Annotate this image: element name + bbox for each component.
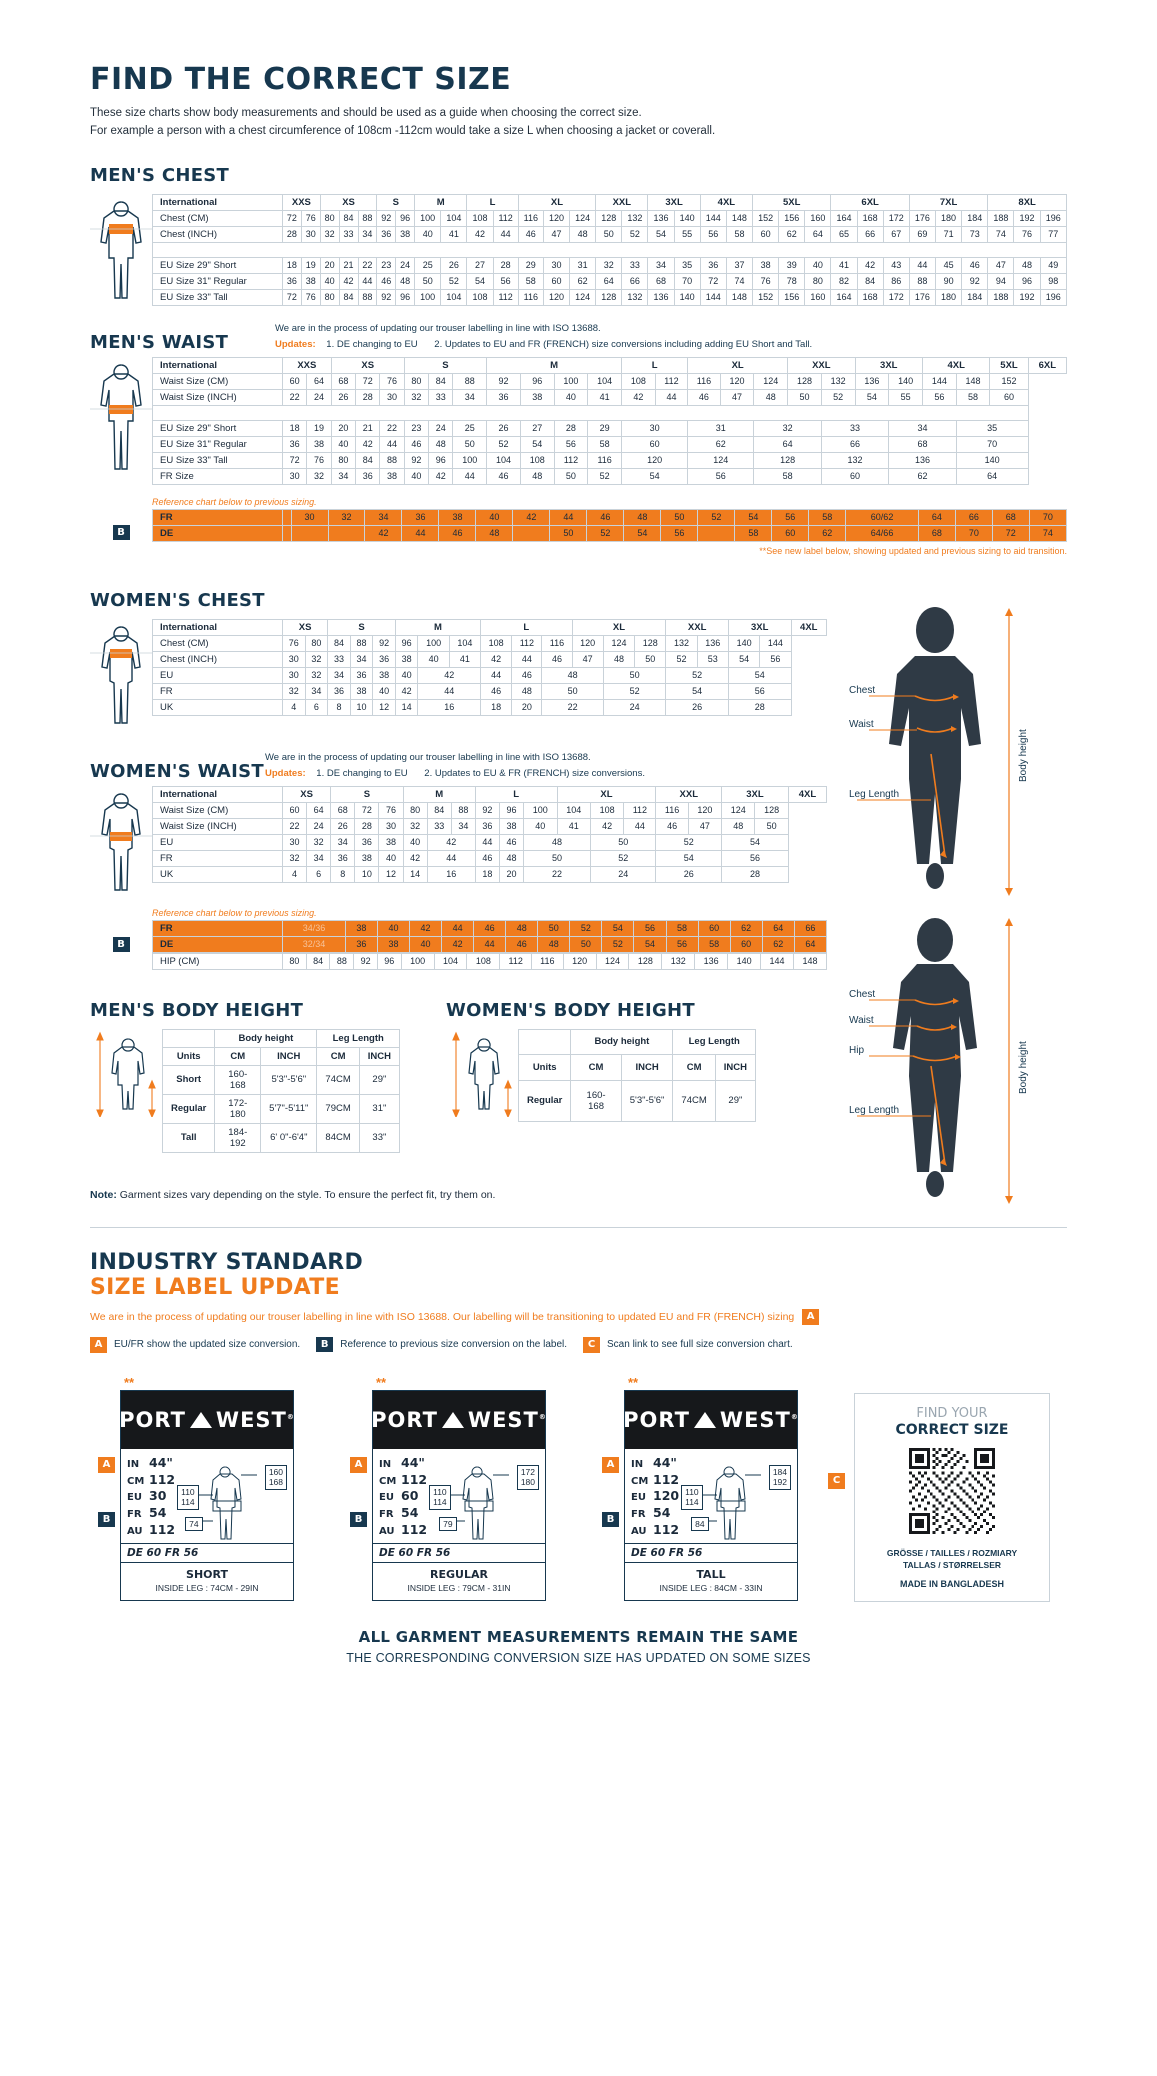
womens-waist-table: International XS S M L XL XXL 3XL 4XL Waist Size (CM) 60 64 68 72 76 80 84 88 92 96 100 104 108 112 116 120 124 128 Waist Size (INCH) 22 24 26 28 30 32 33 34 36 38 40 41 42 44 46 47 48 50 EU 30 32 34 36 38 40 42 44 46 48 50 52 54 FR 32 34 36 38 40 42 44 46 48 50 52 54 56 UK 4 6 8 10 12 14 16 18 20 22 24 26 28 <box>152 786 827 883</box>
table-row: EU 30 32 34 36 38 40 42 44 46 48 50 52 54 <box>153 667 827 683</box>
inside-leg-tall: INSIDE LEG : 84CM - 33IN <box>659 1582 763 1593</box>
legend-item-b <box>316 1337 567 1352</box>
table-row: FR Size 30 32 34 36 38 40 42 44 46 48 50 52 54 56 58 60 62 64 <box>153 468 1067 484</box>
table-row: FR 32 34 36 38 40 42 44 46 48 50 52 54 56 <box>153 683 827 699</box>
label-card-tall <box>602 1375 798 1601</box>
page-title: FIND THE CORRECT SIZE <box>90 62 512 97</box>
legend-item-a <box>90 1337 300 1353</box>
womens-body-height-title: WOMEN'S BODY HEIGHT <box>446 999 695 1021</box>
bottom-lead-text: We are in the process of updating our trouser labelling in line with ISO 13688. Our labelling will be transitioning to updated EU and FR (FRENCH) sizing <box>90 1310 795 1323</box>
inside-leg-regular: INSIDE LEG : 79CM - 31IN <box>407 1582 511 1593</box>
mens-chest-title: MEN'S CHEST <box>90 164 230 186</box>
mens-waist-updates-label: Updates: <box>275 338 316 350</box>
table-row: Chest (INCH) 30 32 33 34 36 38 40 41 42 44 46 47 48 50 52 53 54 56 <box>153 651 827 667</box>
womens-body-height-section <box>446 1000 756 1153</box>
numbox-leg-tall: 84 <box>691 1517 708 1532</box>
womens-body-height-table: Body height Leg Length Units CM INCH CM INCH Regular 160-168 5'3"-5'6" 74CM 29" <box>518 1029 756 1122</box>
mens-body-height-section <box>90 1000 400 1153</box>
qr-made-in: MADE IN BANGLADESH <box>899 1579 1004 1590</box>
divider <box>90 1227 1067 1228</box>
bottom-title-1: INDUSTRY STANDARD <box>90 1249 364 1275</box>
mens-chest-section <box>0 165 1157 311</box>
qr-card[interactable] <box>854 1393 1050 1603</box>
table-row: Chest (INCH) 28 30 32 33 34 36 38 40 41 42 44 46 47 48 50 52 54 55 56 58 60 62 64 65 66 67 69 71 73 74 76 77 <box>153 226 1067 242</box>
de-fr-short: DE 60 FR 56 <box>121 1543 293 1562</box>
legend-text-c: Scan link to see full size conversion chart. <box>607 1339 793 1351</box>
mens-chest-figure <box>90 194 152 311</box>
spec-list-short: IN 44" CM 112 EU 30 FR 54 AU 112 <box>127 1454 176 1538</box>
mens-waist-update-1: 1. DE changing to EU <box>326 338 418 350</box>
mens-waist-figure <box>90 357 152 492</box>
table-row: UK 4 6 8 10 12 14 16 18 20 22 24 26 28 <box>153 699 827 715</box>
svg-text:Waist: Waist <box>849 718 874 730</box>
table-row: Waist Size (CM) 60 64 68 72 76 80 84 88 92 96 100 104 108 112 116 120 124 128 <box>153 802 827 818</box>
table-row: FR 34/36 38 40 42 44 46 48 50 52 54 56 58 60 62 64 66 <box>153 920 827 936</box>
brand-logo-regular: PORT WEST® <box>373 1391 545 1449</box>
inside-leg-short: INSIDE LEG : 74CM - 29IN <box>155 1582 259 1593</box>
mens-chest-table <box>152 194 1067 306</box>
de-fr-tall: DE 60 FR 56 <box>625 1543 797 1562</box>
table-row: Waist Size (INCH) 22 24 26 28 30 32 33 34 36 38 40 41 42 44 46 47 48 50 <box>153 818 827 834</box>
numbox-leg-regular: 79 <box>439 1517 456 1532</box>
qr-title-2: CORRECT SIZE <box>895 1421 1009 1438</box>
table-row: Chest (CM) 76 80 84 88 92 96 100 104 108 112 116 120 124 128 132 136 140 144 <box>153 635 827 651</box>
badge-b-womens: B <box>113 937 130 952</box>
womens-chest-title: WOMEN'S CHEST <box>90 589 265 611</box>
table-row: DE 42 44 46 48 50 52 54 56 58 60 62 64/66 68 70 72 74 <box>153 525 1067 541</box>
svg-text:Chest: Chest <box>849 684 876 696</box>
bottom-title-2: SIZE LABEL UPDATE <box>90 1274 340 1300</box>
note-label: Note: <box>90 1188 117 1201</box>
table-row: FR 30 32 34 36 38 40 42 44 46 48 50 52 54 56 58 60/62 64 66 68 70 <box>153 509 1067 525</box>
badge-b-legend: B <box>316 1337 333 1352</box>
svg-text:Leg Length: Leg Length <box>849 1104 900 1116</box>
de-fr-regular: DE 60 FR 56 <box>373 1543 545 1562</box>
svg-text:Waist: Waist <box>849 1014 874 1026</box>
mens-waist-update-2: 2. Updates to EU and FR (FRENCH) size conversions including adding EU Short and Tall. <box>434 338 813 350</box>
label-figure-regular <box>427 1455 539 1543</box>
table-row: Short 160-168 5'3"-5'6" 74CM 29" <box>163 1065 400 1094</box>
table-row: DE 32/34 36 38 40 42 44 46 48 50 52 54 56 58 60 62 64 <box>153 936 827 952</box>
table-row: Waist Size (INCH) 22 24 26 28 30 32 33 34 36 38 40 41 42 44 46 47 48 50 52 54 55 56 58 60 <box>153 389 1067 405</box>
numbox-cm-regular: 110 114 <box>429 1485 451 1510</box>
svg-text:Hip: Hip <box>849 1044 865 1056</box>
stars-regular: ** <box>376 1374 387 1390</box>
male-body-diagram <box>849 604 1079 909</box>
col-international: International <box>153 194 283 210</box>
legend-text-a: EU/FR show the updated size conversion. <box>114 1339 301 1351</box>
table-row: EU Size 31" Regular 36 38 40 42 44 46 48 50 52 54 56 58 60 62 64 66 68 70 72 74 76 78 80 82 84 86 88 90 92 94 96 98 <box>153 273 1067 289</box>
badge-a-short: A <box>98 1457 115 1473</box>
fit-name-regular: REGULAR <box>430 1567 488 1581</box>
badge-a-tall: A <box>602 1457 619 1473</box>
numbox-cm-tall: 110 114 <box>681 1485 703 1510</box>
note-text: Garment sizes vary depending on the style. To ensure the perfect fit, try them on. <box>116 1188 496 1201</box>
badge-b-tall: B <box>602 1512 619 1527</box>
table-row: UK 4 6 8 10 12 14 16 18 20 22 24 26 28 <box>153 866 827 882</box>
table-row: Regular 172-180 5'7"-5'11" 79CM 31" <box>163 1094 400 1123</box>
womens-waist-previous-table <box>152 920 827 953</box>
stars-tall: ** <box>628 1374 639 1390</box>
womens-height-figure <box>446 1029 518 1122</box>
womens-waist-figure <box>90 786 152 903</box>
spec-list-tall: IN 44" CM 112 EU 120 FR 54 AU 112 <box>631 1454 680 1538</box>
table-row: EU 30 32 34 36 38 40 42 44 46 48 50 52 54 <box>153 834 827 850</box>
mens-waist-footnote: **See new label below, showing updated and previous sizing to aid transition. <box>759 545 1067 556</box>
mens-waist-table: International XXS XS S M L XL XXL 3XL 4XL 5XL 6XL Waist Size (CM) 60 64 68 72 76 80 84 88 92 96 100 104 108 112 116 120 124 128 132 136 140 144 148 152 Waist Size (INCH) 22 24 26 28 30 32 33 34 36 38 40 41 42 44 46 47 48 50 52 54 55 56 58 60 EU Size 29" Short 18 19 20 21 22 23 24 25 26 27 28 29 30 31 32 33 34 35 EU Size 31" Regular 36 38 40 42 44 46 48 50 52 54 56 58 60 62 64 66 68 70 EU Size 33" Tall 72 76 80 84 88 92 96 100 104 108 112 116 120 124 128 132 136 140 FR Size 30 32 34 36 38 40 42 44 46 48 50 52 54 56 58 60 62 64 <box>152 357 1067 485</box>
mens-waist-title: MEN'S WAIST <box>90 331 229 353</box>
badge-b-short: B <box>98 1512 115 1527</box>
footer-line-2: THE CORRESPONDING CONVERSION SIZE HAS UPDATED ON SOME SIZES <box>346 1651 811 1666</box>
stars-short: ** <box>124 1374 135 1390</box>
svg-text:Body height: Body height <box>1018 728 1029 782</box>
mens-body-height-title: MEN'S BODY HEIGHT <box>90 999 304 1021</box>
qr-title-1: FIND YOUR <box>916 1405 988 1421</box>
numbox-height-tall: 184 192 <box>769 1465 791 1490</box>
mens-waist-ref-note: Reference chart below to previous sizing. <box>152 496 317 507</box>
legend-item-c <box>583 1337 793 1353</box>
table-row: Waist Size (CM) 60 64 68 72 76 80 84 88 92 96 100 104 108 112 116 120 124 128 132 136 140 144 148 152 <box>153 373 1067 389</box>
svg-text:Body height: Body height <box>1018 1040 1029 1094</box>
womens-waist-iso-note: We are in the process of updating our trouser labelling in line with ISO 13688. <box>265 751 591 763</box>
svg-text:Chest: Chest <box>849 988 876 1000</box>
label-figure-tall <box>679 1455 791 1543</box>
mens-waist-section <box>0 323 1157 556</box>
mens-waist-previous-table <box>152 509 1067 542</box>
table-row: FR 32 34 36 38 40 42 44 46 48 50 52 54 56 <box>153 850 827 866</box>
spec-list-regular: IN 44" CM 112 EU 60 FR 54 AU 112 <box>379 1454 428 1538</box>
table-header-row: International XXS XS S M L XL XXL 3XL 4XL 5XL 6XL 7XL 8XL <box>153 194 1067 210</box>
womens-hip-table <box>152 953 827 970</box>
table-row: EU Size 29" Short 18 19 20 21 22 23 24 25 26 27 28 29 30 31 32 33 34 35 <box>153 420 1067 436</box>
mens-body-height-table: Body height Leg Length Units CM INCH CM INCH Short 160-168 5'3"-5'6" 74CM 29" Regular 172-180 5'7"-5'11" 79CM 31" Tall 184-192 6' 0"-6'4" 84CM 33" <box>162 1029 400 1153</box>
label-cards <box>90 1375 1067 1603</box>
mens-height-figure <box>90 1029 162 1153</box>
fit-name-short: SHORT <box>186 1567 228 1581</box>
badge-c-legend: C <box>583 1337 600 1353</box>
numbox-height-regular: 172 180 <box>517 1465 539 1490</box>
womens-waist-ref-note: Reference chart below to previous sizing. <box>152 907 317 918</box>
badge-a-legend: A <box>90 1337 107 1353</box>
numbox-leg-short: 74 <box>185 1517 202 1532</box>
qr-card-wrap <box>832 1393 1050 1603</box>
header-block <box>0 0 1157 141</box>
womens-waist-update-1: 1. DE changing to EU <box>316 767 408 779</box>
label-figure-short <box>175 1455 287 1543</box>
svg-text:Leg Length: Leg Length <box>849 788 900 800</box>
womens-waist-updates-label: Updates: <box>265 767 306 779</box>
brand-logo-tall: PORT WEST® <box>625 1391 797 1449</box>
female-body-diagram <box>849 916 1079 1221</box>
table-row: HIP (CM) 80 84 88 92 96 100 104 108 112 116 120 124 128 132 136 140 144 148 <box>153 953 827 969</box>
numbox-cm-short: 110 114 <box>177 1485 199 1510</box>
intro-line-2: For example a person with a chest circumference of 108cm -112cm would take a size L when choosing a jacket or coverall. <box>90 124 716 137</box>
badge-a-regular: A <box>350 1457 367 1473</box>
intro-line-1: These size charts show body measurements and should be used as a guide when choosing the correct size. <box>90 107 642 119</box>
table-row: Regular 160-168 5'3"-5'6" 74CM 29" <box>519 1080 756 1121</box>
table-row: Chest (CM) 72 76 80 84 88 92 96 100 104 108 112 116 120 124 128 132 136 140 144 148 152 156 160 164 168 172 176 180 184 188 192 196 <box>153 210 1067 226</box>
badge-a-lead: A <box>802 1309 819 1325</box>
table-row: EU Size 33" Tall 72 76 80 84 88 92 96 100 104 108 112 116 120 124 128 132 136 140 <box>153 452 1067 468</box>
qr-foot-2: TALLAS / STØRRELSER <box>902 1560 1002 1571</box>
table-row: EU Size 29" Short 18 19 20 21 22 23 24 25 26 27 28 29 30 31 32 33 34 35 36 37 38 39 40 41 42 43 44 45 46 47 48 49 <box>153 257 1067 273</box>
legend-text-b: Reference to previous size conversion on the label. <box>340 1339 568 1351</box>
numbox-height-short: 160 168 <box>265 1465 287 1490</box>
badge-b-mens: B <box>113 525 130 540</box>
badge-c-qr: C <box>828 1473 845 1489</box>
table-row: EU Size 31" Regular 36 38 40 42 44 46 48 50 52 54 56 58 60 62 64 66 68 70 <box>153 436 1067 452</box>
legend-row <box>90 1337 1067 1353</box>
table-row: EU Size 33" Tall 72 76 80 84 88 92 96 100 104 108 112 116 120 124 128 132 136 140 144 148 152 156 160 164 168 172 176 180 184 188 192 196 <box>153 289 1067 305</box>
fit-name-tall: TALL <box>696 1567 726 1581</box>
mens-waist-iso-note: We are in the process of updating our trouser labelling in line with ISO 13688. <box>275 322 601 334</box>
womens-chest-table: International XS S M L XL XXL 3XL 4XL Chest (CM) 76 80 84 88 92 96 100 104 108 112 116 120 124 128 132 136 140 144 Chest (INCH) 30 32 33 34 36 38 40 41 42 44 46 47 48 50 52 53 54 56 EU 30 32 34 36 38 40 42 44 46 48 50 52 54 FR 32 34 36 38 40 42 44 46 48 50 52 54 56 UK 4 6 8 10 12 14 16 18 20 22 24 26 28 <box>152 619 827 716</box>
brand-logo-short: PORT WEST® <box>121 1391 293 1449</box>
qr-code-image[interactable] <box>865 1448 1039 1539</box>
label-update-section <box>0 1227 1157 1666</box>
label-card-regular <box>350 1375 546 1601</box>
womens-waist-update-2: 2. Updates to EU & FR (FRENCH) size conversions. <box>424 767 645 779</box>
qr-foot-1: GRÖSSE / TAILLES / ROZMIARY <box>886 1547 1018 1558</box>
womens-waist-title: WOMEN'S WAIST <box>90 760 264 782</box>
footer-line-1: ALL GARMENT MEASUREMENTS REMAIN THE SAME <box>358 1628 799 1647</box>
badge-b-regular: B <box>350 1512 367 1527</box>
womens-chest-figure <box>90 619 152 736</box>
table-row: Tall 184-192 6' 0"-6'4" 84CM 33" <box>163 1123 400 1152</box>
label-card-short <box>98 1375 294 1601</box>
